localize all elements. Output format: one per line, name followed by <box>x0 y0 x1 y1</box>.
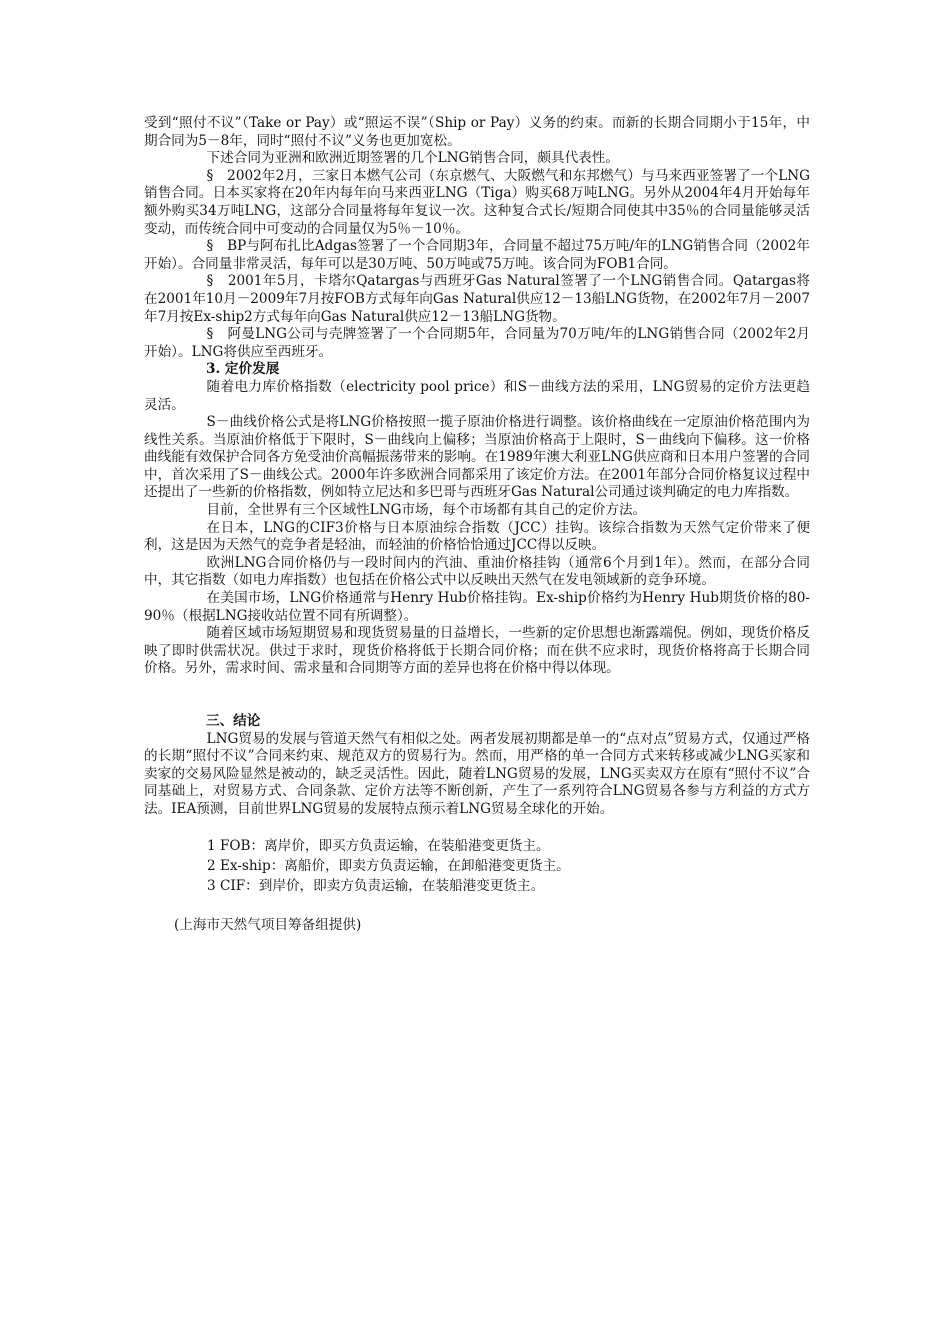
paragraph-conclusion: LNG贸易的发展与管道天然气有相似之处。两者发展初期都是单一的“点对点”贸易方式，仅通过严格的长期“照付不议”合同来约束、规范双方的贸易行为。然而，用严格的单一合同方式来转移或减少LNG买家和卖家的交易风险显然是被动的，缺乏灵活性。因此，随着LNG贸易的发展，LNG买卖双方在原有“照付不议”合同基础上，对贸易方式、合同条款、定价方法等不断创新，产生了一系列符合LNG贸易各参与方利益的方式方法。IEA预测，目前世界LNG贸易的发展特点预示着LNG贸易全球化的开始。 <box>144 730 810 817</box>
document-body <box>144 115 810 934</box>
footnote-cif: 3 CIF：到岸价，即卖方负责运输，在装船港变更货主。 <box>207 877 545 894</box>
paragraph-japan-market: 在日本，LNG的CIF3价格与日本原油综合指数（JCC）挂钩。该综合指数为天然气定价带来了便利，这是因为天然气的竞争者是轻油，而轻油的价格恰恰通过JCC得以反映。 <box>144 519 810 554</box>
paragraph-us-market: 在美国市场，LNG价格通常与Henry Hub价格挂钩。Ex-ship价格约为Henry Hub期货价格的80-90％（根据LNG接收站位置不同有所调整）。 <box>144 590 810 624</box>
paragraph-europe-market: 欧洲LNG合同价格仍与一段时间内的汽油、重油价格挂钩（通常6个月到1年）。然而，在部分合同中，其它指数（如电力库指数）也包括在价格公式中以反映出天然气在发电领域新的竞争环境。 <box>144 554 810 589</box>
paragraph-new-pricing: 随着区域市场短期贸易和现货贸易量的日益增长，一些新的定价思想也渐露端倪。例如，现货价格反映了即时供需状况。供过于求时，现货价格将低于长期合同价格；而在供不应求时，现货价格将高于长期合同价格。另外，需求时间、需求量和合同期等方面的差异也将在价格中得以体现。 <box>144 625 810 677</box>
paragraph-three-markets: 目前，全世界有三个区域性LNG市场，每个市场都有其自己的定价方法。 <box>206 502 647 519</box>
paragraph-contract-terms: 受到“照付不议”（Take or Pay）或“照运不误”（Ship or Pay）义务的约束。而新的长期合同期小于15年，中期合同为5－8年，同时“照付不议”义务也更加宽松。 <box>144 115 810 149</box>
footnote-ex-ship: 2 Ex-ship：离船价，即卖方负责运输，在卸船港变更货主。 <box>207 857 570 874</box>
paragraph-s-curve: S－曲线价格公式是将LNG价格按照一揽子原油价格进行调整。该价格曲线在一定原油价格范围内为线性关系。当原油价格低于下限时，S－曲线向上偏移；当原油价格高于上限时，S－曲线向下偏移。这一价格曲线能有效保护合同各方免受油价高幅振荡带来的影响。在1989年澳大利亚LNG供应商和日本用户签署的合同中，首次采用了S－曲线公式。2000年许多欧洲合同都采用了该定价方法。在2001年部分合同价格复议过程中还提出了一些新的价格指数，例如特立尼达和多巴哥与西班牙Gas Natural公司通过谈判确定的电力库指数。 <box>144 414 810 501</box>
paragraph-contracts-intro: 下述合同为亚洲和欧洲近期签署的几个LNG销售合同，颇具代表性。 <box>206 150 619 167</box>
section-heading-conclusion: 三、结论 <box>206 713 261 729</box>
source-credit: (上海市天然气项目筹备组提供) <box>174 916 362 933</box>
paragraph-contract-qatargas: § 2001年5月，卡塔尔Qatargas与西班牙Gas Natural签署了一个LNG销售合同。Qatargas将在2001年10月－2009年7月按FOB方式每年向Gas Natural供应12－13船LNG货物，在2002年7月－2007年7月按Ex-ship2方式每年向Gas Natural供应12－13船LNG货物。 <box>144 273 810 325</box>
footnotes <box>144 836 810 896</box>
paragraph-contract-japan-malaysia: § 2002年2月，三家日本燃气公司（东京燃气、大阪燃气和东邦燃气）与马来西亚签署了一个LNG销售合同。日本买家将在20年内每年向马来西亚LNG（Tiga）购买68万吨LNG。另外从2004年4月开始每年额外购买34万吨LNG，这部分合同量将每年复议一次。这种复合式长/短期合同使其中35％的合同量能够灵活变动，而传统合同中可变动的合同量仅为5％－10％。 <box>144 167 810 237</box>
paragraph-pricing-intro: 随着电力库价格指数（electricity pool price）和S－曲线方法的采用，LNG贸易的定价方法更趋灵活。 <box>144 378 810 413</box>
footnote-fob: 1 FOB：离岸价，即买方负责运输，在装船港变更货主。 <box>207 837 550 854</box>
paragraph-contract-oman: § 阿曼LNG公司与壳牌签署了一个合同期5年，合同量为70万吨/年的LNG销售合同（2002年2月开始）。LNG将供应至西班牙。 <box>144 326 810 360</box>
section-heading-pricing: 3. 定价发展 <box>206 361 280 378</box>
paragraph-contract-bp-adgas: § BP与阿布扎比Adgas签署了一个合同期3年，合同量不超过75万吨/年的LNG销售合同（2002年开始）。合同量非常灵活，每年可以是30万吨、50万吨或75万吨。该合同为FOB1合同。 <box>144 238 810 272</box>
